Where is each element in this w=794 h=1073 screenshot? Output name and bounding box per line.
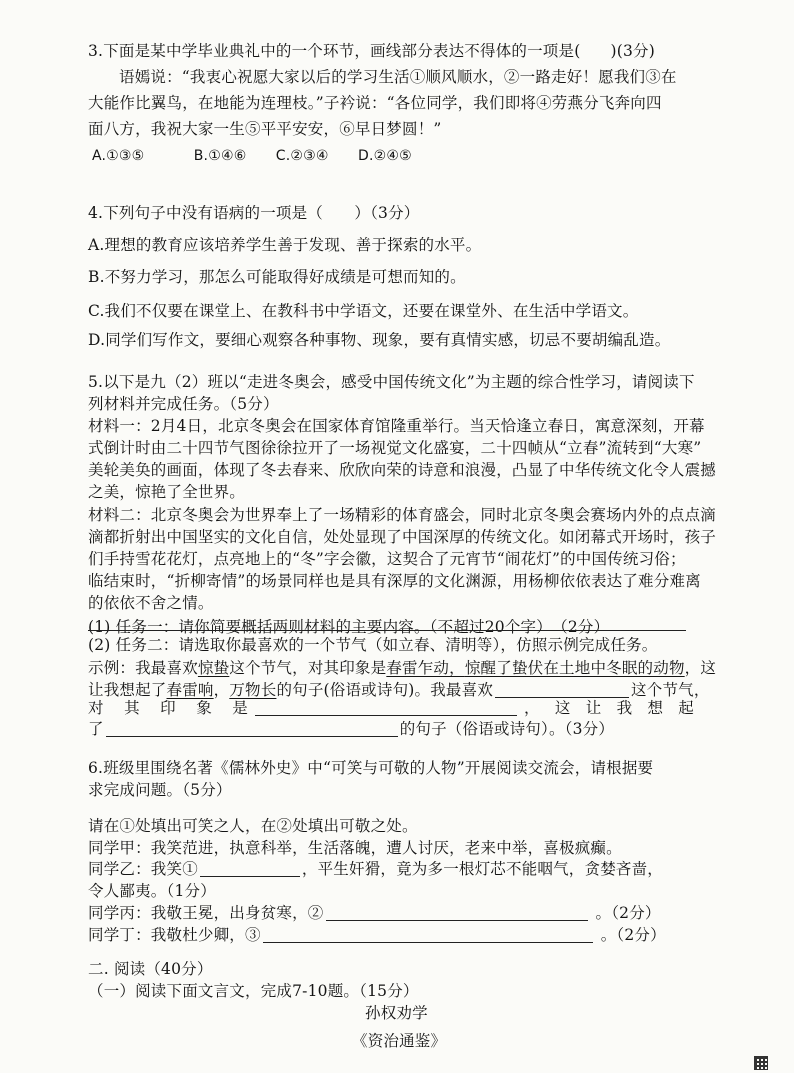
blank-1[interactable]	[200, 860, 300, 877]
favorite-term-blank[interactable]	[495, 681, 629, 698]
q6-student-c: 同学丙：我敬王冕，出身贫寒，② 。（2分）	[88, 904, 661, 922]
q3-stem: 3.下面是某中学毕业典礼中的一个环节，画线部分表达不得体的一项是( )(3分)	[88, 42, 655, 60]
q5-example-line2: 让我想起了春雷响，万物长的句子(俗语或诗句)。我最喜欢 这个节气，	[88, 681, 710, 699]
q4-option-b: B.不努力学习，那怎么可能取得好成绩是可想而知的。	[88, 268, 466, 286]
q5-material1-line2: 式倒计时由二十四节气图徐徐拉开了一场视觉文化盛宴，二十四帧从“立春”流转到“大寒”	[88, 439, 702, 457]
section2-subtitle: （一）阅读下面文言文，完成7-10题。（15分）	[88, 982, 419, 1000]
q4-option-d: D.同学们写作文，要细心观察各种事物、现象，要有真情实感，切忌不要胡编乱造。	[88, 331, 671, 349]
q5-material2-line1: 材料二：北京冬奥会为世界奉上了一场精彩的体育盛会，同时北京冬奥会赛场内外的点点滴	[88, 506, 717, 524]
q5-task1-answer-line[interactable]	[88, 630, 686, 631]
q4-option-a: A.理想的教育应该培养学生善于发现、善于探索的水平。	[88, 236, 482, 254]
q6-student-a: 同学甲：我笑范进，执意科举，生活落魄，遭人讨厌，老来中举，喜极疯癫。	[88, 839, 622, 857]
q5-example-line1: 示例：我最喜欢惊蛰这个节气，对其印象是春雷乍动，惊醒了蛰伏在土地中冬眠的动物，这	[88, 659, 717, 677]
q5-material1-line3: 美轮美奂的画面，体现了冬去春来、欣欣向荣的诗意和浪漫，凸显了中华传统文化令人震撼	[88, 461, 717, 479]
q3-option-c: C.②③④	[275, 148, 329, 164]
q5-material2-line4: 临结束时，“折柳寄情”的场景同样也是具有深厚的文化渊源，用杨柳依依表达了难分难离	[88, 572, 701, 590]
example-solar-term: 惊蛰	[197, 659, 230, 677]
q5-material1-line4: 之美，惊艳了全世界。	[88, 483, 246, 501]
q5-fill-line1: 对 其 印 象 是 ， 这 让 我 想 起	[88, 699, 694, 717]
example-impression-2: 惊醒了蛰伏在土地中冬眠的动物	[464, 659, 685, 677]
example-impression-1: 春雷乍动，	[386, 659, 465, 677]
q5-stem-line2: 列材料并完成任务。（5分）	[88, 395, 279, 413]
section2-title: 二. 阅读（40分）	[88, 960, 213, 978]
q3-option-a: A.①③⑤	[92, 148, 145, 164]
q6-student-d: 同学丁：我敬杜少卿，③ 。（2分）	[88, 926, 666, 944]
q3-line1: 语嫣说：“我衷心祝愿大家以后的学习生活①顺风顺水，②一路走好！愿我们③在	[119, 68, 677, 86]
q6-student-b: 同学乙：我笑① ，平生奸猾，竟为多一根灯芯不能咽气，贪婪吝啬，	[88, 860, 664, 878]
q3-option-b: B.①④⑥	[193, 148, 247, 164]
article-source: 《资治通鉴》	[352, 1032, 447, 1050]
saying-blank[interactable]	[106, 720, 398, 737]
blank-3[interactable]	[263, 926, 593, 943]
q4-option-c: C.我们不仅要在课堂上、在教科书中学语文，还要在课堂外、在生活中学语文。	[88, 302, 639, 320]
q5-task1: (1) 任务一：请你简要概括两则材料的主要内容。（不超过20个字） （2分）	[88, 618, 610, 636]
qr-code-icon	[754, 1056, 768, 1070]
q6-instruction: 请在①处填出可笑之人，在②处填出可敬之处。	[88, 817, 418, 835]
q5-material1-line1: 材料一：2月4日，北京冬奥会在国家体育馆隆重举行。当天恰逢立春日，寓意深刻，开幕	[88, 417, 705, 435]
impression-blank[interactable]	[255, 699, 517, 716]
q6-student-b-cont: 令人鄙夷。（1分）	[88, 882, 216, 900]
q5-material2-line3: 们手持雪花花灯，点亮地上的“冬”字会徽，这契合了元宵节“闹花灯”的中国传统习俗；	[88, 550, 686, 568]
q3-options	[92, 145, 412, 167]
blank-2[interactable]	[326, 904, 588, 921]
q3-option-d: D.②④⑤	[357, 148, 412, 164]
example-saying-1: 春雷响	[166, 681, 214, 699]
q6-stem-line1: 6.班级里围绕名著《儒林外史》中“可笑与可敬的人物”开展阅读交流会，请根据要	[88, 759, 654, 777]
q5-material2-line5: 的依依不舍之情。	[88, 594, 214, 612]
q3-line3: 面八方，我祝大家一生⑤平平安安，⑥早日梦圆！”	[88, 120, 442, 138]
article-title: 孙权劝学	[365, 1004, 428, 1022]
q5-material2-line2: 滴都折射出中国坚实的文化自信，处处显现了中国深厚的传统文化。如闭幕式开场时，孩子	[88, 528, 717, 546]
q6-stem-line2: 求完成问题。（5分）	[88, 781, 232, 799]
q5-task2: (2) 任务二：请选取你最喜欢的一个节气（如立春、清明等），仿照示例完成任务。	[88, 636, 658, 654]
q3-line2: 大能作比翼鸟，在地能为连理枝。”子衿说：“各位同学，我们即将④劳燕分飞奔向四	[88, 94, 662, 112]
q5-stem-line1: 5.以下是九（2）班以“走进冬奥会，感受中国传统文化”为主题的综合性学习，请阅读下	[88, 373, 695, 391]
q4-stem: 4.下列句子中没有语病的一项是（ ）（3分）	[88, 204, 420, 222]
example-saying-2: 万物长	[229, 681, 277, 699]
q5-fill-line2: 了 的句子（俗语或诗句）。（3分）	[88, 720, 615, 738]
